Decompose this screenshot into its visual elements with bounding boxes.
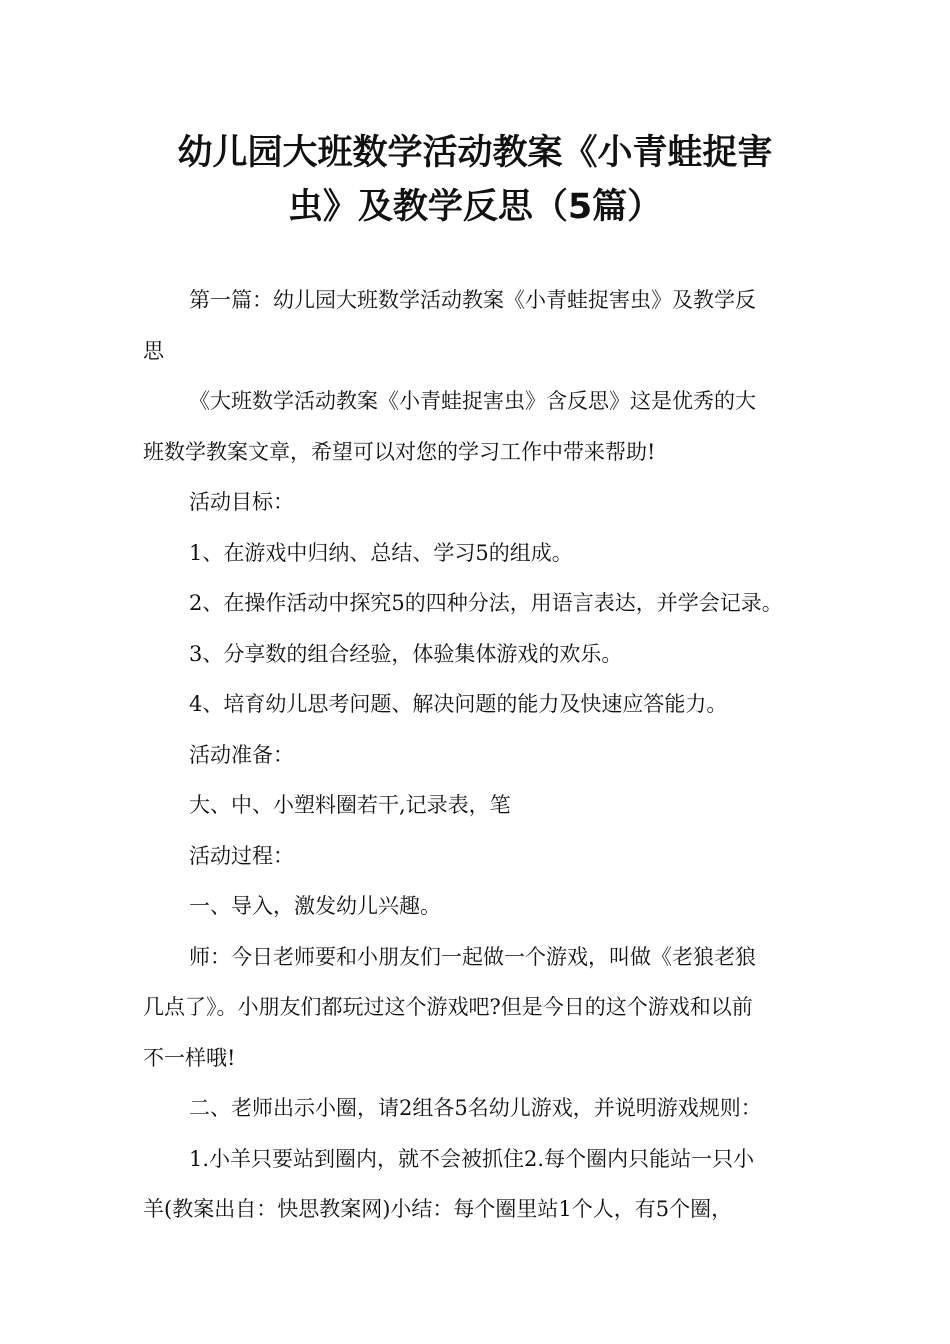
paragraph-line: 羊(教案出自：快思教案网)小结：每个圈里站1个人，有5个圈， (143, 1197, 733, 1221)
paragraph-line: 二、老师出示小圈，请2组各5名幼儿游戏，并说明游戏规则： (189, 1096, 762, 1120)
document-body (143, 275, 823, 1235)
paragraph-line: 不一样哦! (143, 1045, 236, 1070)
paragraph (143, 275, 823, 376)
paragraph (143, 629, 823, 680)
section-heading (143, 831, 823, 882)
paragraph-line: 一、导入，激发幼儿兴趣。 (189, 894, 441, 918)
title-line: 幼儿园大班数学活动教案《小青蛙捉害 (177, 133, 773, 173)
paragraph-line: 几点了》。小朋友们都玩过这个游戏吧?但是今日的这个游戏和以前 (143, 995, 753, 1019)
paragraph (143, 1083, 823, 1134)
title-line: 虫》及教学反思（5篇） (287, 187, 663, 227)
paragraph-line: 思 (143, 338, 164, 363)
paragraph-line: 活动准备： (189, 742, 294, 767)
paragraph-line: 第一篇：幼儿园大班数学活动教案《小青蛙捉害虫》及教学反 (189, 288, 756, 312)
paragraph (143, 376, 823, 477)
document-title (100, 126, 850, 234)
paragraph-line: 活动目标： (189, 490, 294, 514)
paragraph-line: 班数学教案文章，希望可以对您的学习工作中带来帮助! (143, 439, 656, 464)
paragraph-line: 3、分享数的组合经验，体验集体游戏的欢乐。 (189, 641, 623, 666)
paragraph-line: 《大班数学活动教案《小青蛙捉害虫》含反思》这是优秀的大 (189, 389, 756, 413)
paragraph-line: 师：今日老师要和小朋友们一起做一个游戏，叫做《老狼老狼 (189, 944, 756, 969)
paragraph-line: 1.小羊只要站到圈内，就不会被抓住2.每个圈内只能站一只小 (189, 1146, 755, 1171)
section-heading (143, 477, 823, 528)
paragraph-line: 4、培育幼儿思考问题、解决问题的能力及快速应答能力。 (189, 692, 728, 716)
paragraph (143, 1134, 823, 1235)
paragraph (143, 578, 823, 629)
paragraph (143, 881, 823, 932)
paragraph-line: 大、中、小塑料圈若干,记录表，笔 (189, 793, 511, 817)
paragraph (143, 528, 823, 579)
paragraph-line: 1、在游戏中归纳、总结、学习5的组成。 (189, 540, 573, 565)
paragraph (143, 932, 823, 1084)
paragraph-line: 2、在操作活动中探究5的四种分法，用语言表达，并学会记录。 (189, 591, 783, 615)
section-heading (143, 730, 823, 781)
paragraph (143, 780, 823, 831)
paragraph-line: 活动过程： (189, 843, 294, 868)
paragraph (143, 679, 823, 730)
